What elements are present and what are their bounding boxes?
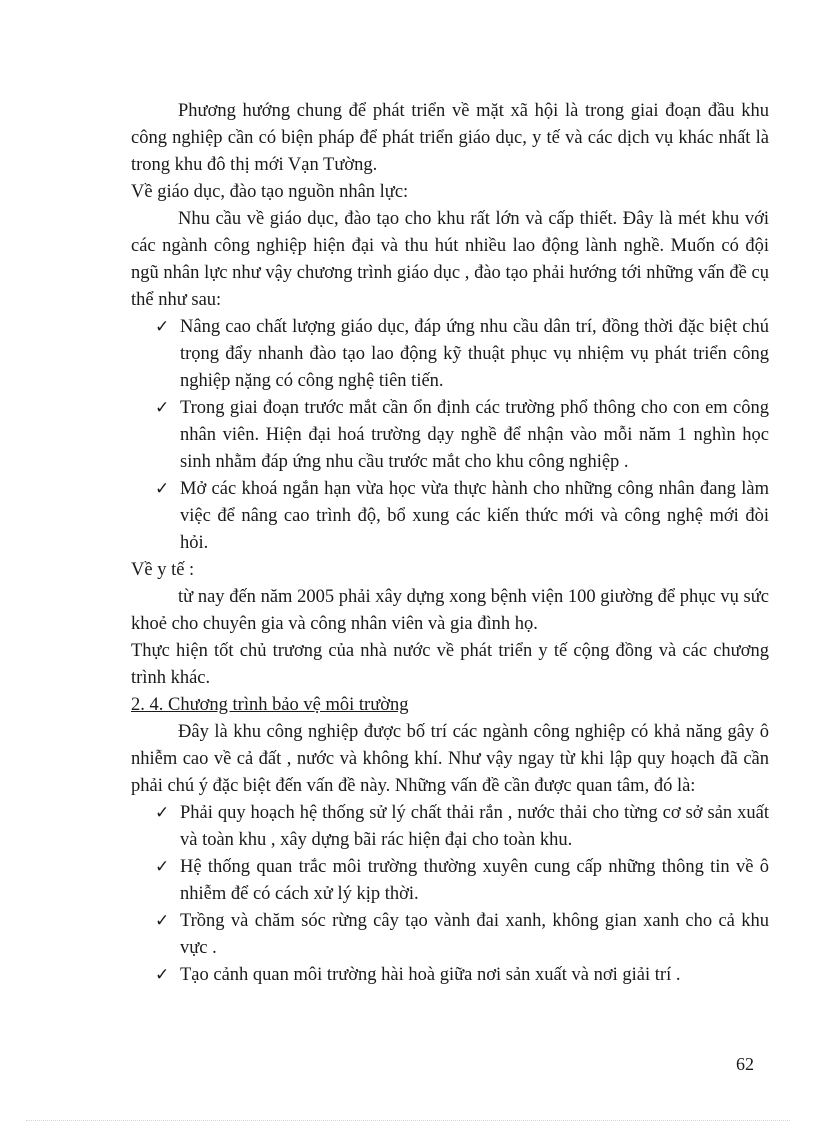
checkmark-icon: ✓ [155,911,170,931]
checkmark-icon: ✓ [155,398,170,418]
checkmark-icon: ✓ [155,317,170,337]
list-item [131,800,769,854]
intro-paragraph: Phương hướng chung để phát triển về mặt xã hội là trong giai đoạn đầu khu công nghiệp cần có biện pháp để phát triển giáo dục, y tế và các dịch vụ khác nhất là trong khu đô thị mới Vạn Tường. [131,101,769,175]
health-paragraph: từ nay đến năm 2005 phải xây dựng xong bệnh viện 100 giường để phục vụ sức khoẻ cho chuyên gia và công nhân viên và gia đình họ. [131,587,769,634]
checkmark-icon: ✓ [155,479,170,499]
list-item [131,908,769,962]
checkmark-icon: ✓ [155,803,170,823]
section-heading-environment: 2. 4. Chương trình bảo vệ môi trường [131,695,409,715]
list-item [131,854,769,908]
footer-divider [26,1120,790,1121]
health-heading: Về y tế : [131,560,195,580]
health-community-paragraph: Thực hiện tốt chủ trương của nhà nước về phát triển y tế cộng đồng và các chương trình khác. [131,641,769,688]
list-item [131,476,769,557]
checkmark-icon: ✓ [155,857,170,877]
list-item-text: Hệ thống quan trắc môi trường thường xuyên cung cấp những thông tin về ô nhiễm để có cách xử lý kịp thời. [180,857,769,904]
list-item-text: Mở các khoá ngắn hạn vừa học vừa thực hành cho những công nhân đang làm việc để nâng cao trình độ, bổ xung các kiến thức mới và công nghệ mới đòi hỏi. [180,479,769,553]
environment-bullet-list [131,800,769,989]
environment-paragraph: Đây là khu công nghiệp được bố trí các ngành công nghiệp có khả năng gây ô nhiễm cao về cả đất , nước và không khí. Như vậy ngay từ khi lập quy hoạch đã cần phải chú ý đặc biệt đến vấn đề này. Những vấn đề cần được quan tâm, đó là: [131,722,769,796]
education-bullet-list [131,314,769,557]
education-heading: Về giáo dục, đào tạo nguồn nhân lực: [131,182,409,202]
education-paragraph: Nhu cầu về giáo dục, đào tạo cho khu rất lớn và cấp thiết. Đây là mét khu với các ngành công nghiệp hiện đại và thu hút nhiều lao động lành nghề. Muốn có đội ngũ nhân lực như vậy chương trình giáo dục , đào tạo phải hướng tới những vấn đề cụ thể như sau: [131,209,769,310]
list-item-text: Nâng cao chất lượng giáo dục, đáp ứng nhu cầu dân trí, đồng thời đặc biệt chú trọng đẩy nhanh đào tạo lao động kỹ thuật phục vụ nhiệm vụ phát triển công nghiệp nặng có công nghệ tiên tiến. [180,317,769,391]
page-content [131,98,769,989]
list-item-text: Trồng và chăm sóc rừng cây tạo vành đai xanh, không gian xanh cho cả khu vực . [180,911,769,958]
list-item [131,314,769,395]
list-item-text: Tạo cảnh quan môi trường hài hoà giữa nơi sản xuất và nơi giải trí . [180,965,681,985]
list-item [131,962,769,989]
page-number: 62 [736,1054,754,1074]
list-item-text: Trong giai đoạn trước mắt cần ổn định các trường phổ thông cho con em công nhân viên. Hiện đại hoá trường dạy nghề để nhận vào mỗi năm 1 nghìn học sinh nhằm đáp ứng nhu cầu trước mắt cho khu công nghiệp . [180,398,769,472]
list-item-text: Phải quy hoạch hệ thống sử lý chất thải rắn , nước thải cho từng cơ sở sản xuất và toàn khu , xây dựng bãi rác hiện đại cho toàn khu. [180,803,769,850]
checkmark-icon: ✓ [155,965,170,985]
list-item [131,395,769,476]
